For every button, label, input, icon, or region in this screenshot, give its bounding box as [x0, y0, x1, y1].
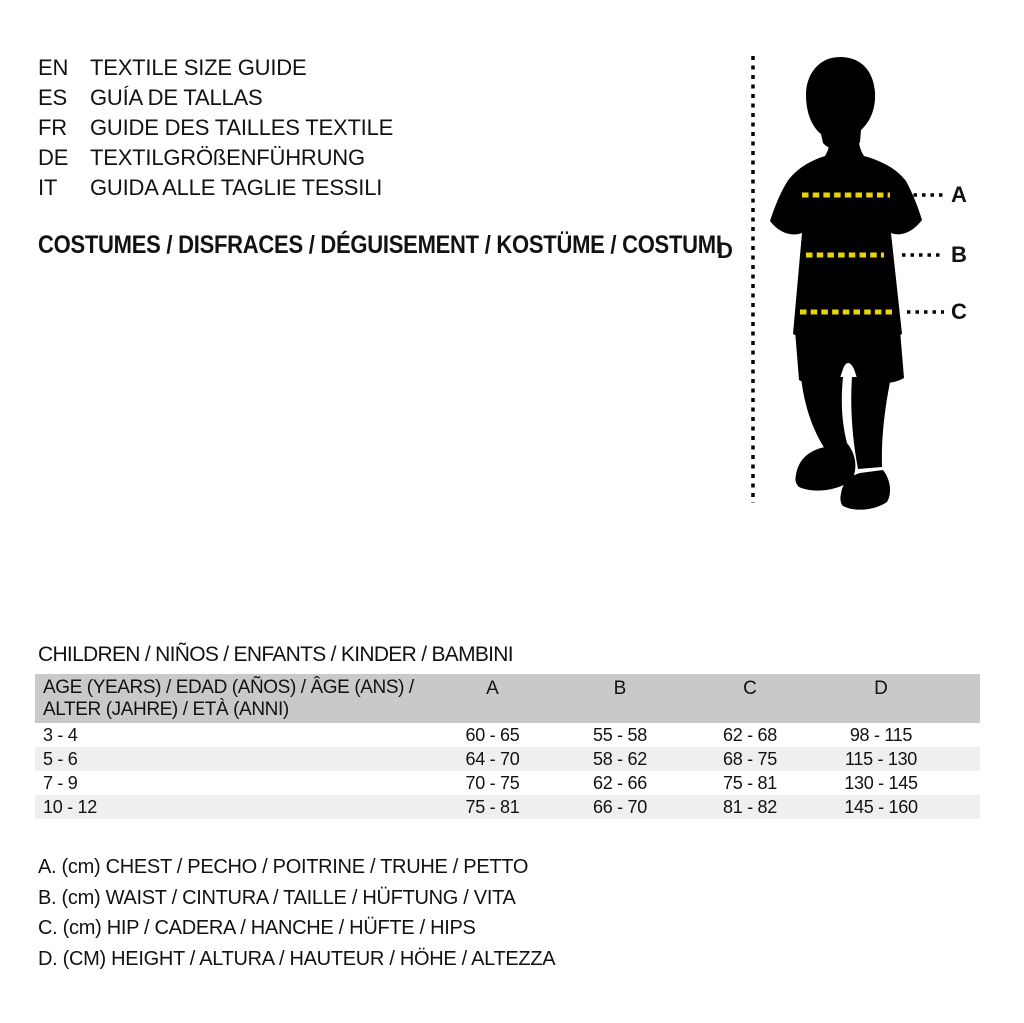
- hip-label: C: [951, 299, 967, 324]
- chest-cell: 70 - 75: [465, 772, 520, 793]
- column-header-d: D: [874, 678, 888, 699]
- height-label: D: [717, 238, 733, 263]
- column-header-a: A: [486, 678, 499, 699]
- table-row: [35, 771, 980, 795]
- size-table-header: [35, 674, 980, 723]
- chest-label: A: [951, 182, 967, 207]
- language-row: [38, 143, 393, 173]
- language-label: GUIDE DES TAILLES TEXTILE: [90, 115, 394, 140]
- table-row: [35, 723, 980, 747]
- language-code: FR: [38, 115, 67, 140]
- hip-cell: 81 - 82: [723, 796, 777, 817]
- language-label: GUIDA ALLE TAGLIE TESSILI: [90, 175, 383, 200]
- measurement-legend: [38, 852, 555, 974]
- language-row: [38, 113, 393, 143]
- language-guide-list: [38, 53, 393, 203]
- chest-cell: 64 - 70: [465, 748, 520, 769]
- hip-cell: 68 - 75: [723, 748, 777, 769]
- chest-cell: 60 - 65: [465, 724, 520, 745]
- age-header-line2: ALTER (JAHRE) / ETÀ (ANNI): [43, 699, 289, 720]
- column-header-c: C: [743, 678, 757, 699]
- language-label: TEXTILE SIZE GUIDE: [90, 55, 307, 80]
- age-cell: 3 - 4: [43, 724, 78, 745]
- language-code: IT: [38, 175, 58, 200]
- language-row: [38, 53, 393, 83]
- child-silhouette: [770, 57, 922, 510]
- waist-cell: 62 - 66: [593, 772, 647, 793]
- language-label: TEXTILGRÖßENFÜHRUNG: [90, 145, 365, 170]
- age-cell: 10 - 12: [43, 796, 97, 817]
- height-cell: 115 - 130: [844, 748, 918, 769]
- chest-cell: 75 - 81: [465, 796, 520, 817]
- language-row: [38, 83, 393, 113]
- children-section-title: CHILDREN / NIÑOS / ENFANTS / KINDER / BAMBINI: [38, 643, 513, 666]
- table-row: [35, 747, 980, 771]
- language-label: GUÍA DE TALLAS: [90, 85, 263, 110]
- height-cell: 130 - 145: [844, 772, 918, 793]
- language-code: EN: [38, 55, 69, 80]
- height-cell: 98 - 115: [849, 724, 913, 745]
- waist-cell: 58 - 62: [593, 748, 647, 769]
- waist-cell: 55 - 58: [593, 724, 647, 745]
- legend-line-height: D. (CM) HEIGHT / ALTURA / HAUTEUR / HÖHE / ALTEZZA: [38, 947, 556, 970]
- legend-line-hip: C. (cm) HIP / CADERA / HANCHE / HÜFTE / HIPS: [38, 917, 476, 939]
- age-header-line1: AGE (YEARS) / EDAD (AÑOS) / ÂGE (ANS) /: [43, 677, 414, 698]
- table-row: [35, 795, 980, 819]
- waist-cell: 66 - 70: [593, 796, 647, 817]
- legend-line-chest: A. (cm) CHEST / PECHO / POITRINE / TRUHE / PETTO: [38, 856, 529, 878]
- children-size-table: [35, 674, 980, 819]
- language-code: DE: [38, 145, 69, 170]
- waist-label: B: [951, 242, 967, 267]
- legend-line-waist: B. (cm) WAIST / CINTURA / TAILLE / HÜFTUNG / VITA: [38, 886, 516, 909]
- category-title: COSTUMES / DISFRACES / DÉGUISEMENT / KOSTÜME / COSTUMI: [38, 231, 722, 259]
- language-code: ES: [38, 85, 67, 110]
- column-header-b: B: [613, 678, 627, 699]
- hip-cell: 75 - 81: [723, 772, 777, 793]
- age-cell: 5 - 6: [43, 748, 78, 769]
- height-cell: 145 - 160: [844, 796, 918, 817]
- age-column-header: [35, 677, 430, 723]
- age-cell: 7 - 9: [43, 772, 78, 793]
- language-row: [38, 173, 393, 203]
- hip-cell: 62 - 68: [723, 724, 777, 745]
- child-silhouette-figure: [690, 40, 1010, 520]
